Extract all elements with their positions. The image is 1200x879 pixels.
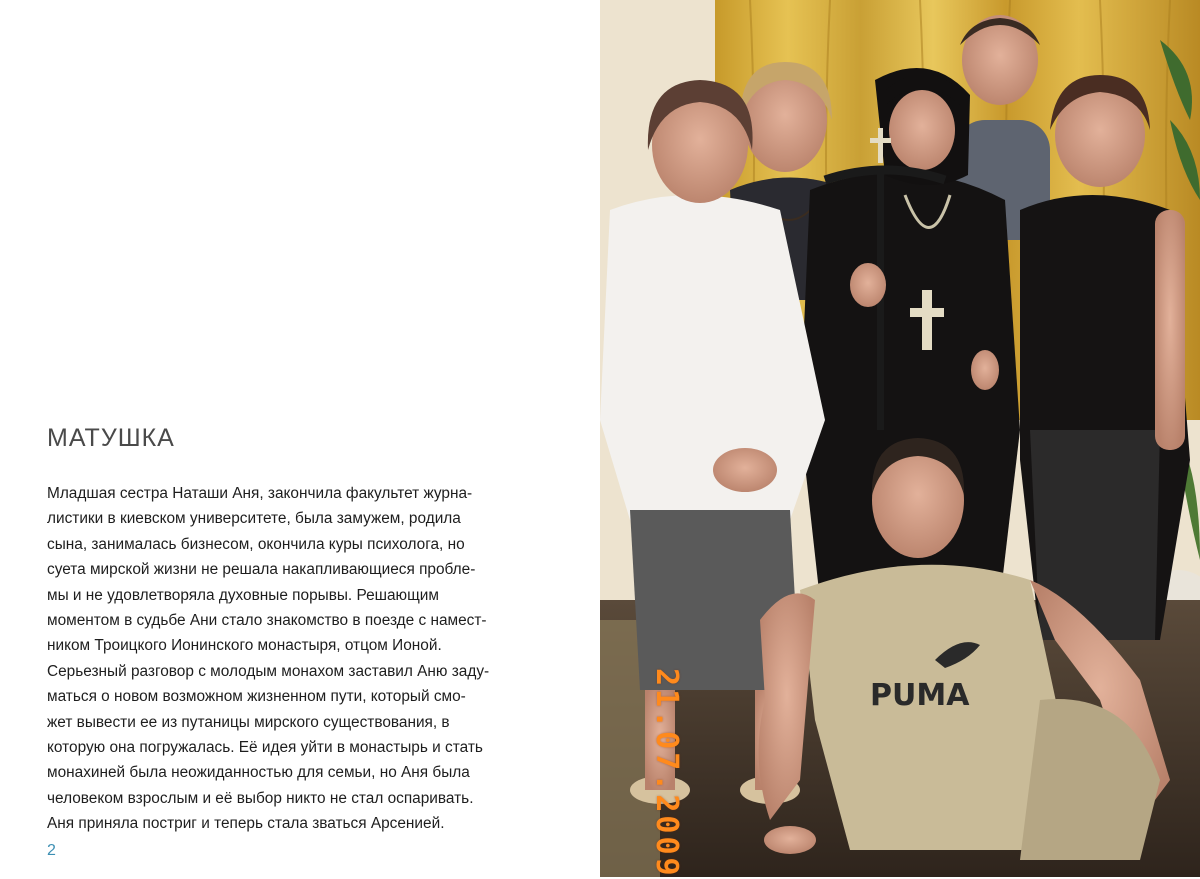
body-line: Аня приняла постриг и теперь стала зваться Арсенией. [47, 815, 445, 833]
shirt-logo: PUMA [870, 678, 970, 713]
body-line: Серьезный разговор с молодым монахом заставил Аню заду- [47, 662, 490, 680]
body-line: маться о новом возможном жизненном пути, который смо- [47, 688, 466, 706]
family-photo [600, 0, 1200, 877]
page-number: 2 [47, 842, 56, 859]
article-body [47, 481, 587, 837]
body-line: суета мирской жизни не решала накапливающиеся пробле- [47, 561, 476, 579]
body-line: мы и не удовлетворяла духовные порывы. Решающим [47, 586, 439, 604]
body-line: моментом в судьбе Ани стало знакомство в поезде с намест- [47, 612, 487, 630]
body-line: листики в киевском университете, была замужем, родила [47, 510, 461, 528]
body-line: ником Троицкого Ионинского монастыря, отцом Ионой. [47, 637, 442, 655]
photo-date-stamp: 21.07.2009 [649, 668, 684, 879]
body-line: которую она погружалась. Её идея уйти в монастырь и стать [47, 739, 483, 757]
body-line: человеком взрослым и её выбор никто не стал оспаривать. [47, 789, 474, 807]
text-page [0, 0, 600, 877]
body-line: жет вывести ее из путаницы мирского существования, в [47, 713, 450, 731]
body-line: Младшая сестра Наташи Аня, закончила факультет журна- [47, 485, 473, 502]
photo-illustration [600, 0, 1200, 877]
body-line: монахиней была неожиданностью для семьи, но Аня была [47, 764, 470, 782]
body-line: сына, занималась бизнесом, окончила куры психолога, но [47, 535, 465, 553]
article-heading: МАТУШКА [47, 424, 175, 452]
